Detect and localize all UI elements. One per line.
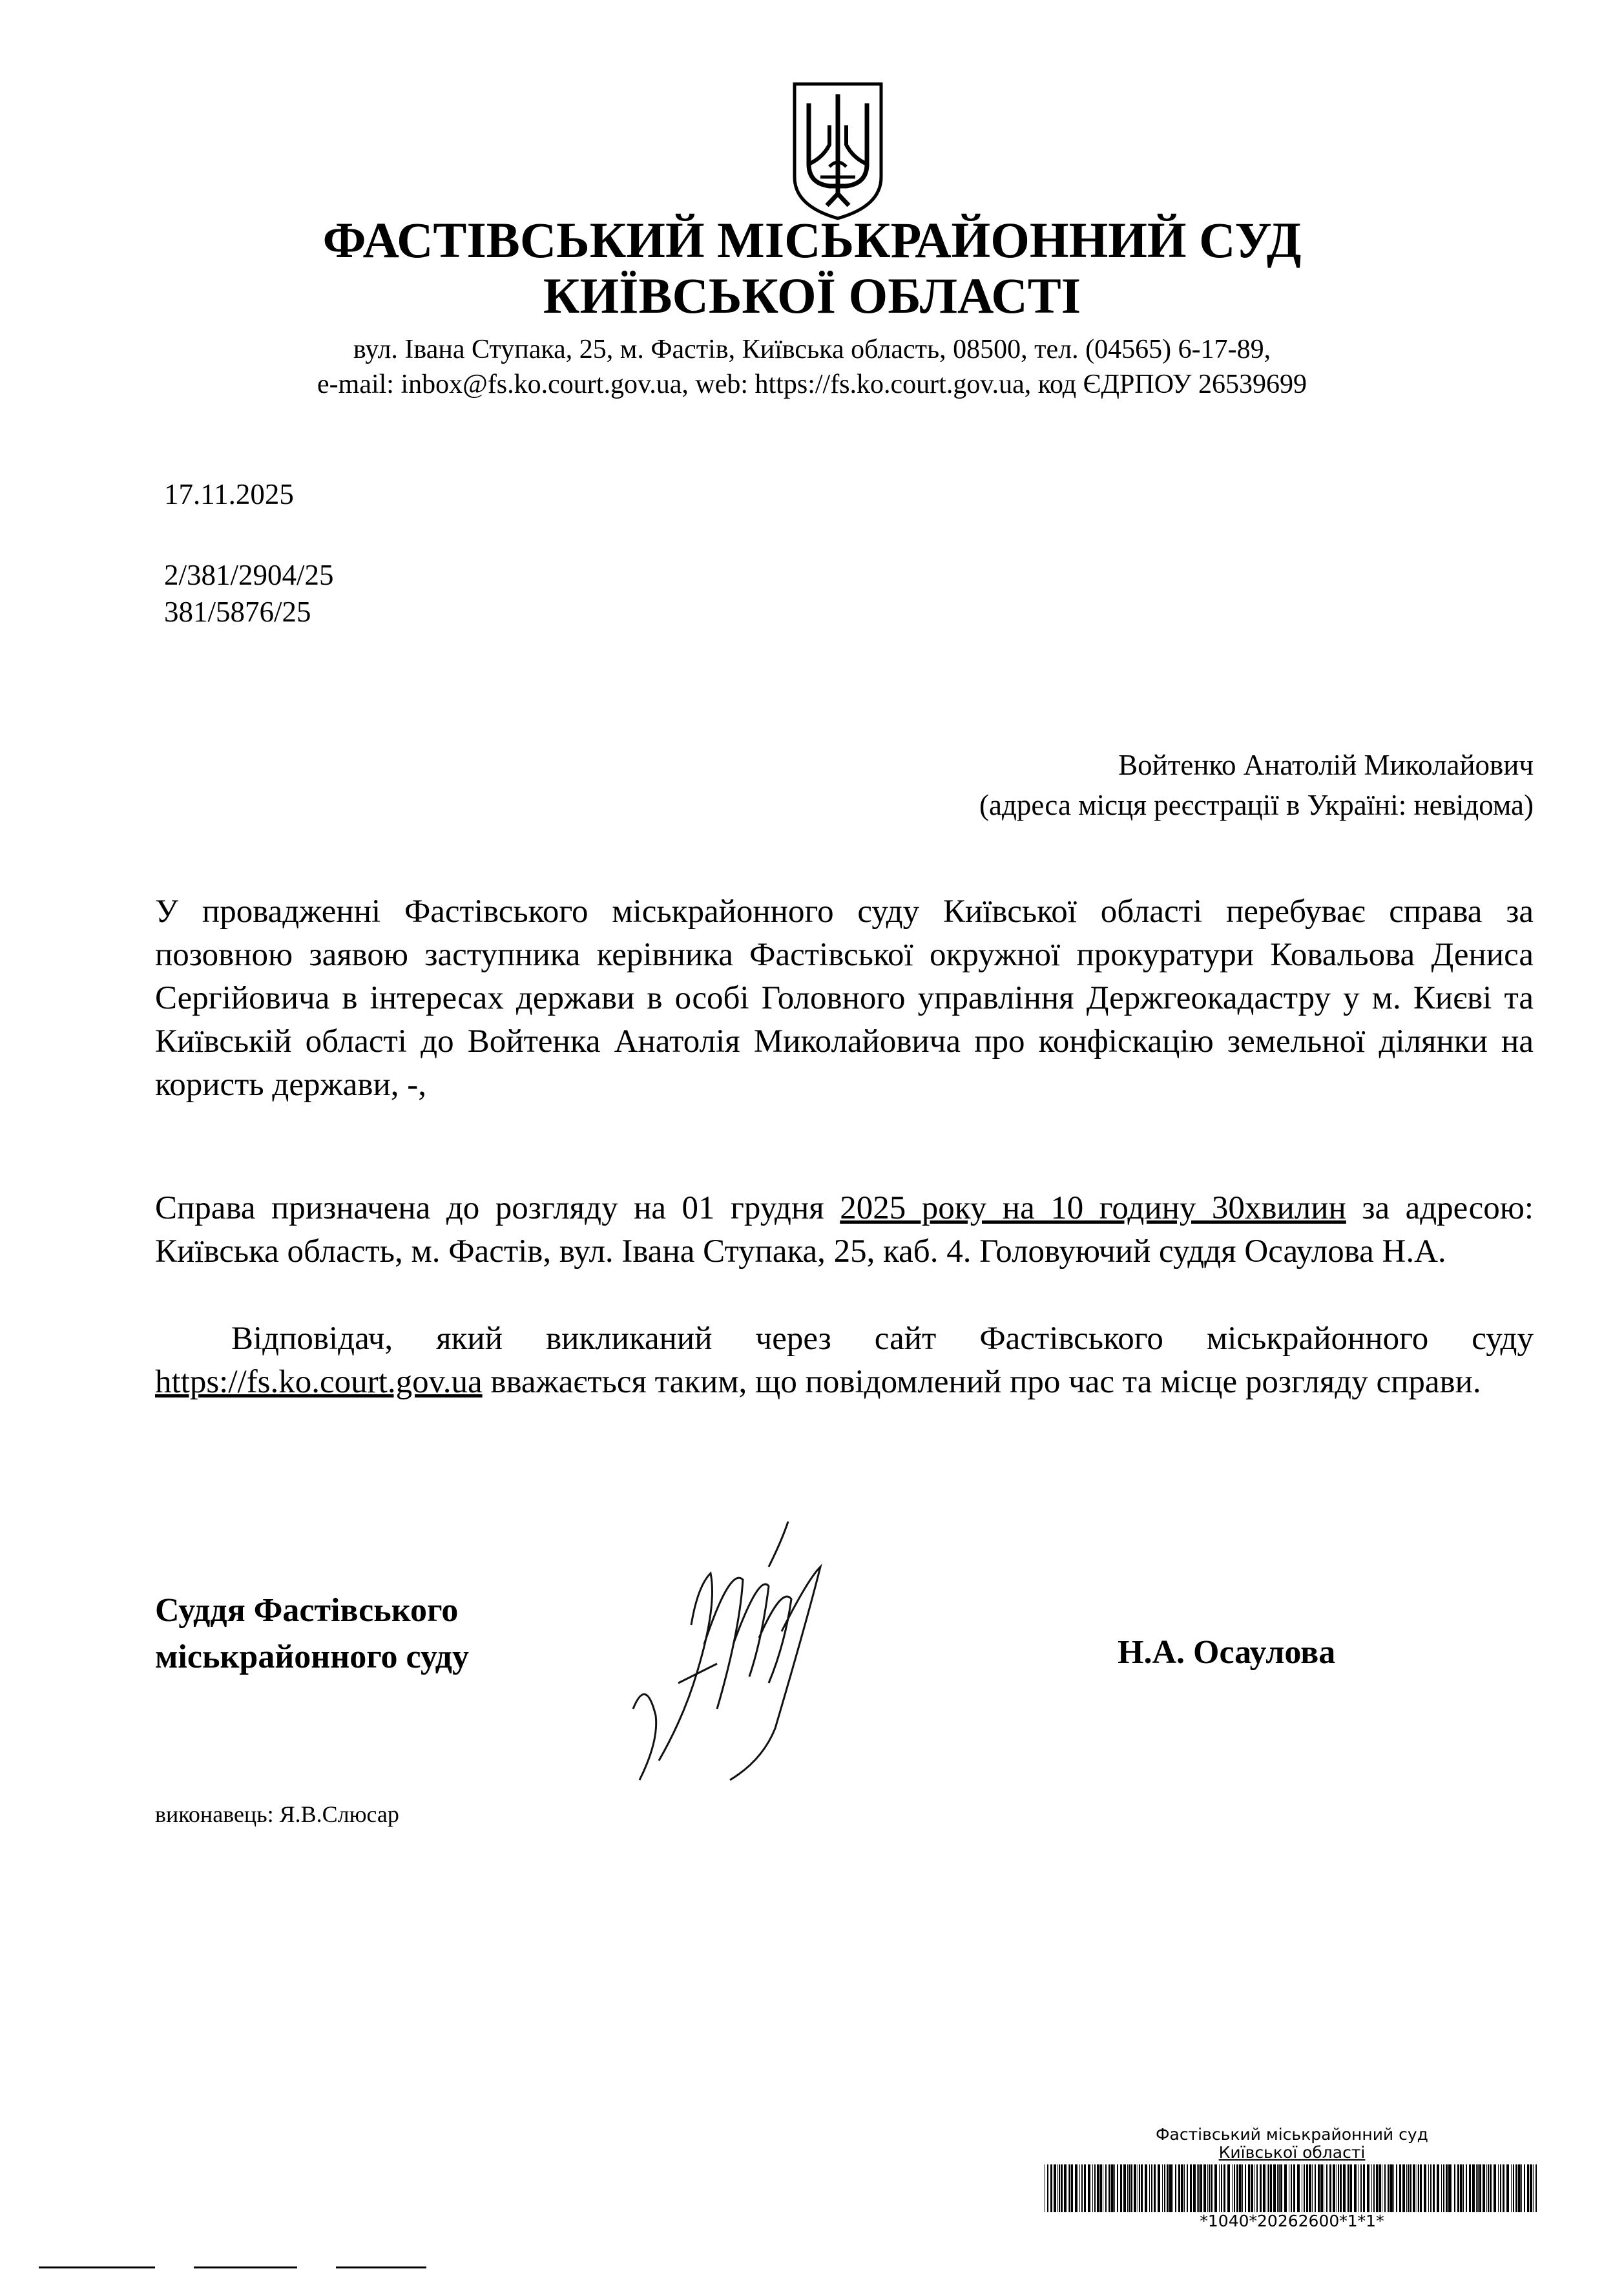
barcode-icon bbox=[1043, 2164, 1541, 2212]
court-name-line2: КИЇВСЬКОЇ ОБЛАСТІ bbox=[543, 267, 1081, 324]
stamp-line1: Фастівський міськрайонний суд bbox=[1156, 2125, 1428, 2144]
registration-stamp bbox=[1034, 2126, 1550, 2230]
document-date: 17.11.2025 bbox=[164, 478, 294, 510]
court-address: вул. Івана Ступака, 25, м. Фастів, Київська область, 08500, тел. (04565) 6-17-89, bbox=[353, 335, 1271, 364]
case-number-2: 381/5876/25 bbox=[164, 596, 311, 628]
addressee-address: (адреса місця реєстрації в Україні: невідома) bbox=[979, 789, 1534, 821]
signer-title-line2: міськрайонного суду bbox=[155, 1638, 469, 1675]
stamp-line2: Київської області bbox=[1218, 2143, 1366, 2162]
hearing-intro: Справа призначена до розгляду на 01 грудня bbox=[155, 1190, 840, 1226]
body-paragraph-1: У провадженні Фастівського міськрайонного суду Київської області перебуває справа за позовною заявою заступника керівника Фастівської окружної прокуратури Ковальова Дениса Сергійовича в інтересах держави в особі Головного управління Держгеокадастру у м. Києві та Київській області до Войтенка Анатолія Миколайовича про конфіскацію земельної ділянки на користь держави, -, bbox=[155, 894, 1534, 1103]
body-paragraph-2 bbox=[155, 1187, 1534, 1273]
summons-text-end: вважається таким, що повідомлений про час та місце розгляду справи. bbox=[482, 1364, 1481, 1400]
signer-name: Н.А. Осаулова bbox=[1118, 1634, 1336, 1671]
barcode-text: *1040*20262600*1*1* bbox=[1200, 2212, 1384, 2230]
hearing-date-time: 2025 року на 10 годину 30хвилин bbox=[840, 1190, 1346, 1226]
case-number-1: 2/381/2904/25 bbox=[164, 559, 334, 591]
body-paragraph-3 bbox=[155, 1317, 1534, 1404]
summons-text: Відповідач, який викликаний через сайт Фастівського міськрайонного суду bbox=[231, 1321, 1534, 1357]
executor: виконавець: Я.В.Слюсар bbox=[155, 1801, 399, 1827]
trident-emblem-icon bbox=[789, 80, 886, 222]
addressee-name: Войтенко Анатолій Миколайович bbox=[1118, 749, 1534, 781]
signer-title-line1: Суддя Фастівського bbox=[155, 1592, 459, 1629]
court-name-line1: ФАСТІВСЬКИЙ МІСЬКРАЙОННИЙ СУД bbox=[322, 212, 1302, 268]
hearing-location: за адресою: Київська область, м. Фастів, вул. Івана Ступака, 25, каб. 4. Головуючий суддя Осаулова Н.А. bbox=[155, 1190, 1534, 1270]
signer-title bbox=[155, 1587, 469, 1680]
bottom-rule bbox=[336, 2266, 426, 2268]
court-website-link[interactable]: https://fs.ko.court.gov.ua bbox=[155, 1364, 483, 1400]
handwritten-signature-icon bbox=[620, 1515, 866, 1786]
bottom-rule bbox=[194, 2266, 297, 2268]
court-contacts: e-mail: inbox@fs.ko.court.gov.ua, web: https://fs.ko.court.gov.ua, код ЄДРПОУ 26539699 bbox=[317, 370, 1307, 399]
bottom-rule bbox=[39, 2266, 155, 2268]
